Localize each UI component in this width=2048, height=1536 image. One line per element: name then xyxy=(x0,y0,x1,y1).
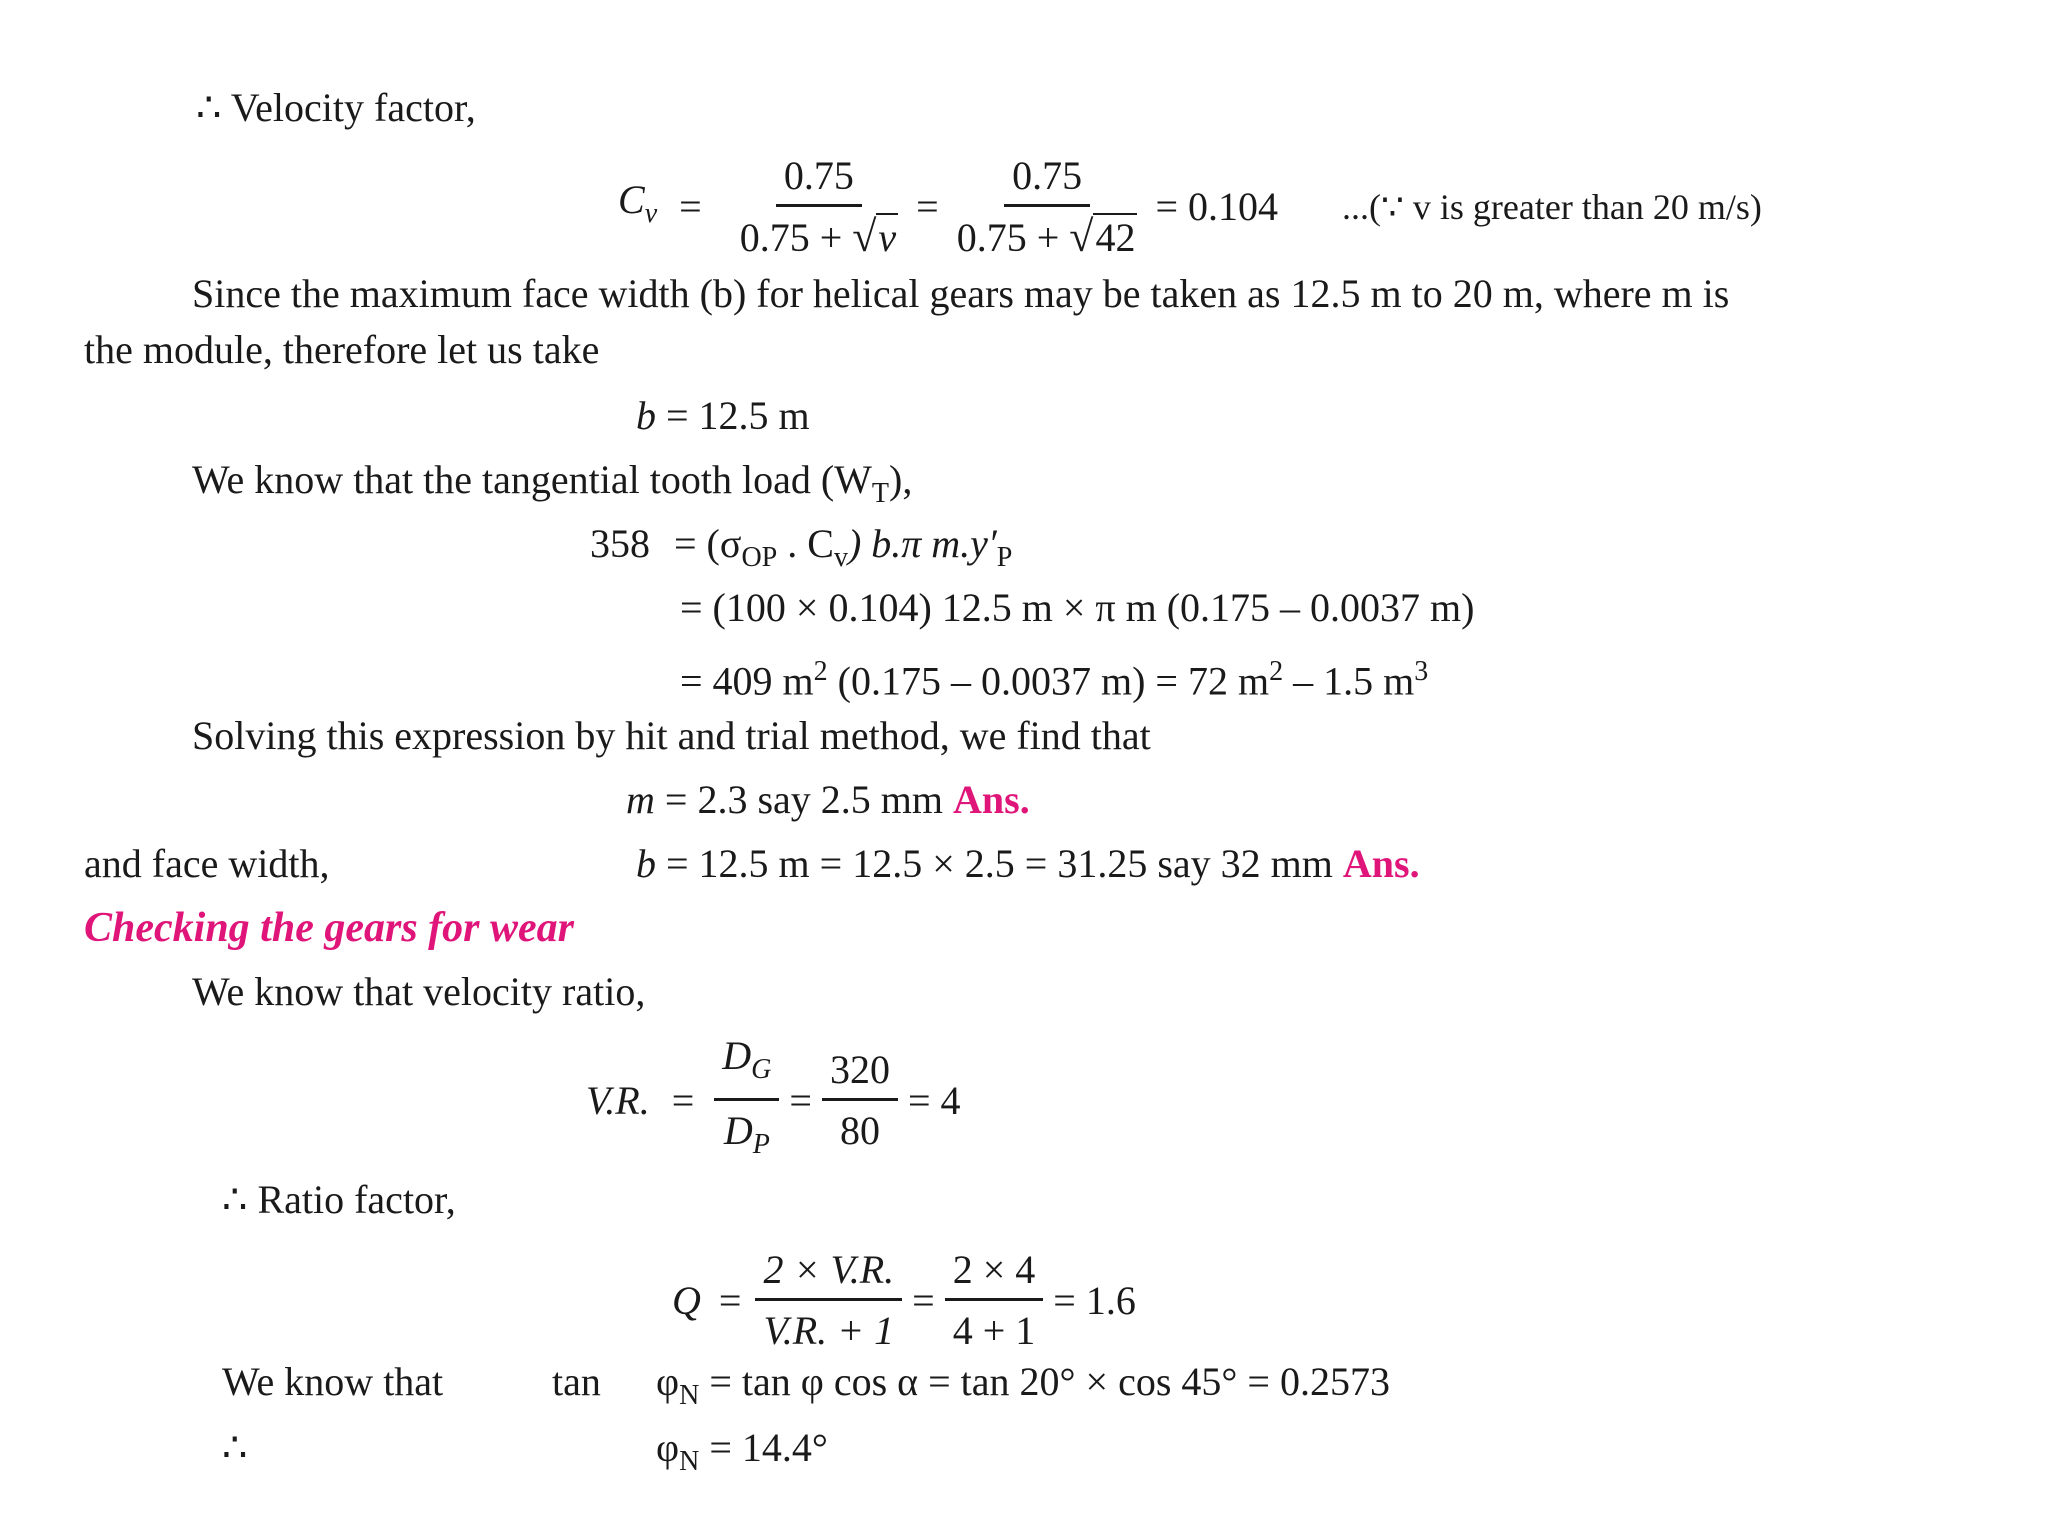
cv-eq2: = xyxy=(916,184,939,229)
q-fraction-2: $\frac{2 \times 4}{4 + 1}$ xyxy=(945,1244,1044,1357)
face-width-label: and face width, xyxy=(84,841,330,886)
face-width-paragraph-line1: Since the maximum face width (b) for helical gears may be taken as 12.5 m to 20 m, where m is xyxy=(192,271,1730,316)
face-width-result: b = 12.5 m = 12.5 × 2.5 = 31.25 say 32 mm Ans. xyxy=(636,841,1420,886)
ratio-factor-label: ∴ Ratio factor, xyxy=(222,1177,456,1222)
b-equation: b = 12.5 m xyxy=(636,393,810,438)
cv-f2-denominator: 0.75 + √42 xyxy=(956,212,1136,261)
face-width-ans: Ans. xyxy=(1342,841,1420,886)
cv-result: = 0.104 xyxy=(1155,184,1279,229)
tan-fn: tan xyxy=(552,1359,601,1404)
velocity-factor-equation xyxy=(618,150,1762,264)
velocity-factor-label: ∴ Velocity factor, xyxy=(196,85,476,130)
load-equation-line1: $358 = (\sigma_{OP}$ . $C_v$) b.π $m.y'_P$ xyxy=(590,521,1013,573)
tan-label: We know that xyxy=(222,1359,444,1404)
cv-f1-numerator: 0.75 xyxy=(776,150,862,207)
tan-equation: $\varphi_N = \tan \varphi$ cos α = tan 20° × cos 45° = 0.2573 xyxy=(656,1359,1390,1411)
section-heading: Checking the gears for wear xyxy=(84,905,575,951)
cv-fraction-1 xyxy=(732,150,906,264)
load-equation-line3: = 409 $m^2$ (0.175 – 0.0037 m) = 72 $m^2 - 1.5$ $m^3$ xyxy=(680,656,1429,704)
cv-lhs: $C_v$ xyxy=(618,177,658,229)
vr-fraction-1: $\frac{D_G}{D_P}$ xyxy=(714,1030,779,1171)
module-result: m = 2.3 say 2.5 mm Ans. xyxy=(626,777,1030,822)
solving-text: Solving this expression by hit and trial method, we find that xyxy=(192,713,1151,758)
cv-note: ...(∵ v is greater than 20 m/s) xyxy=(1342,187,1762,227)
module-ans: Ans. xyxy=(953,777,1030,822)
tangential-load-text: We know that the tangential tooth load $(W_T)$, xyxy=(192,457,913,509)
phi-result: $\varphi_N = 14.4^\circ$ xyxy=(656,1425,828,1477)
face-width-paragraph-line2: the module, therefore let us take xyxy=(84,327,600,372)
q-fraction-1: $\frac{2 \times V.R.}{V.R. + 1}$ xyxy=(755,1244,902,1357)
cv-fraction-2 xyxy=(949,150,1146,264)
ratio-factor-equation: Q = $\frac{2 \times V.R.}{V.R. + 1}$ = $\frac{2 \times 4}{4 + 1}$ = 1.6 xyxy=(672,1244,1136,1357)
load-equation-line2: = (100 × 0.104) 12.5 m × π m (0.175 – 0.0037 m) xyxy=(680,585,1475,630)
cv-f2-numerator: 0.75 xyxy=(1004,150,1090,207)
velocity-ratio-equation: V.R. = $\frac{D_G}{D_P}$ = $\frac{320}{80}$ = 4 xyxy=(586,1030,961,1171)
cv-f1-denominator: 0.75 + √v xyxy=(739,212,897,261)
vr-fraction-2: $\frac{320}{80}$ xyxy=(822,1044,898,1157)
cv-eq: = xyxy=(679,184,702,229)
therefore-symbol: ∴ xyxy=(222,1425,248,1470)
velocity-ratio-text: We know that velocity ratio, xyxy=(192,969,646,1014)
